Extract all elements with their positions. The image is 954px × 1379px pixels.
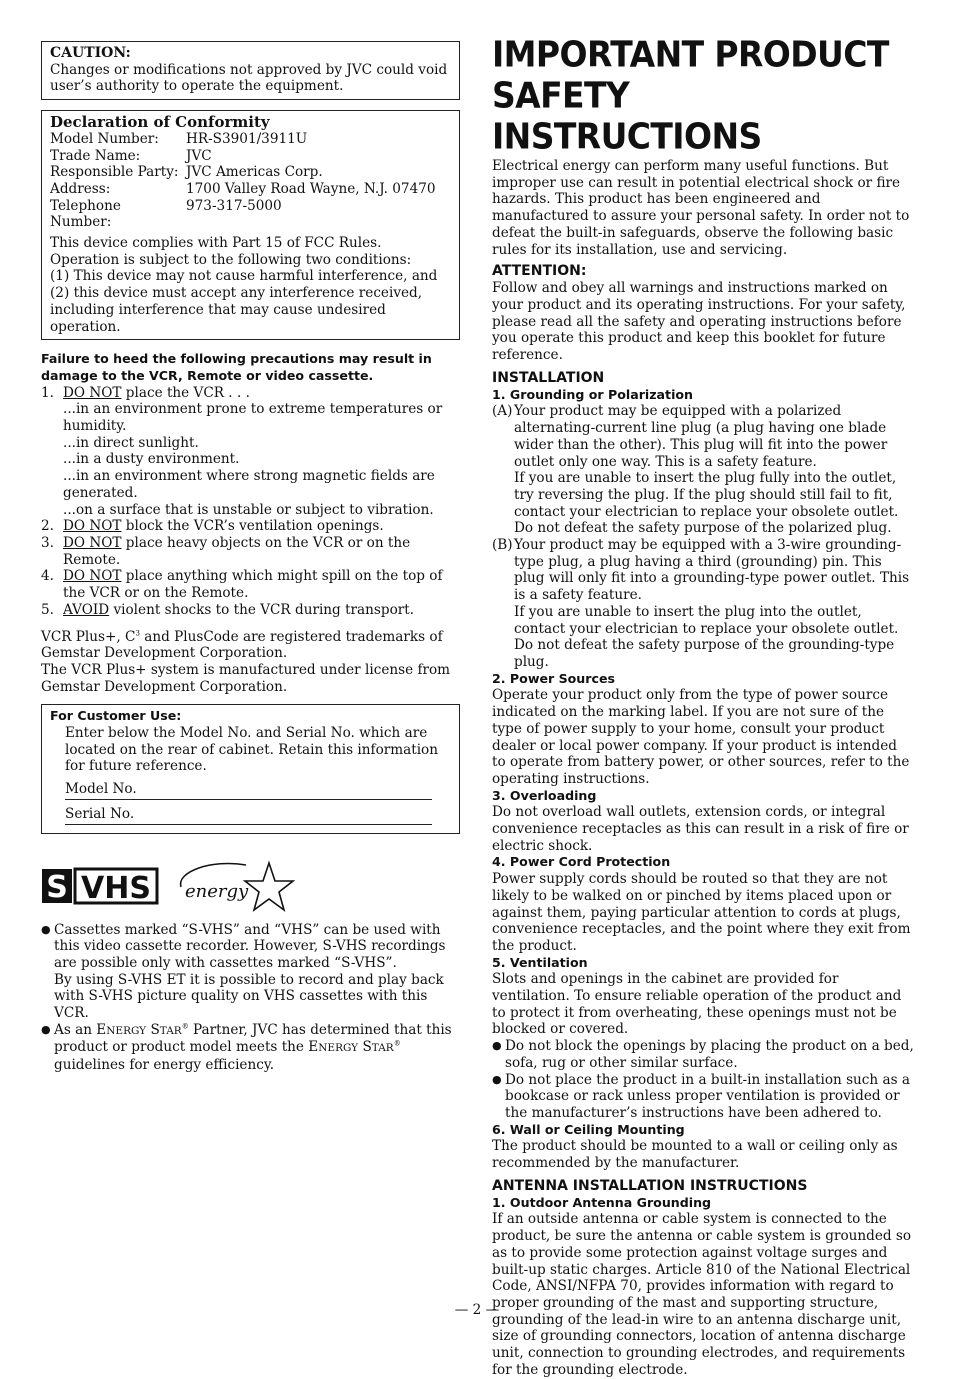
registered-mark: ® bbox=[181, 1022, 189, 1031]
item-emphasis: AVOID bbox=[63, 601, 110, 618]
item-rest: place anything which might spill on the top of the VCR or on the Remote. bbox=[63, 568, 443, 602]
item-body bbox=[514, 537, 914, 671]
trademark-line-2: The VCR Plus+ system is manufactured under license from Gemstar Development Corporation. bbox=[41, 661, 451, 695]
item-number: 3. bbox=[41, 534, 54, 551]
page-number: — 2 — bbox=[454, 1302, 500, 1318]
precaution-sub: ...in direct sunlight. bbox=[63, 434, 199, 451]
overloading-heading: 3. Overloading bbox=[492, 787, 597, 803]
model-no-field[interactable]: Model No. bbox=[65, 781, 432, 800]
note-text: Cassettes marked “S-VHS” and “VHS” can be used with this video cassette recorder. However, S-VHS recordings are possible only with cassettes marked “S-VHS”. bbox=[54, 921, 446, 971]
conformity-row bbox=[50, 164, 436, 181]
note-item bbox=[41, 922, 460, 1022]
conformity-value: HR-S3901/3911U bbox=[186, 130, 308, 147]
logo-row bbox=[41, 856, 460, 916]
caution-text: Changes or modifications not approved by JVC could void user’s authority to operate the equipment. bbox=[50, 61, 448, 95]
mounting-text: The product should be mounted to a wall or ceiling only as recommended by the manufacturer. bbox=[492, 1138, 898, 1172]
conformity-value: JVC bbox=[186, 147, 212, 164]
overloading-text: Do not overload wall outlets, extension cords, or integral convenience receptacles as this can result in a risk of fire or electric shock. bbox=[492, 804, 909, 854]
note-segment: As an E bbox=[54, 1021, 107, 1038]
grounding-item-a bbox=[492, 403, 914, 537]
conformity-label: Responsible Party: bbox=[50, 164, 179, 181]
svhs-s-letter: S bbox=[46, 869, 68, 905]
precaution-item bbox=[41, 518, 460, 535]
power-cord-text: Power supply cords should be routed so that they are not likely to be walked on or pinched by items placed upon or against them, paying particular attention to cords at plugs, convenience receptacles, and the point where they exit from the product. bbox=[492, 871, 911, 954]
item-emphasis: DO NOT bbox=[63, 384, 122, 401]
item-emphasis: DO NOT bbox=[63, 534, 122, 551]
item-rest: violent shocks to the VCR during transport. bbox=[109, 601, 415, 618]
item-text: Your product may be equipped with a 3-wire grounding-type plug, a plug having a third (grounding) pin. This plug will only fit into a grounding-type power outlet. This is a safety feature. bbox=[514, 537, 910, 604]
precaution-sub: ...in an environment where strong magnetic fields are generated. bbox=[63, 468, 435, 501]
outdoor-antenna-text: If an outside antenna or cable system is connected to the product, be sure the antenna or cable system is grounded so as to provide some protection against voltage surges and built-up static charges. Article 810 of the National Electrical Code, ANSI/NFPA 70, provides information with regard to proper grounding of the mast and supporting structure, grounding of the lead-in wire to an antenna discharge unit, size of grounding connectors, location of antenna discharge unit, connection to grounding electrodes, and requirements for the grounding electrode. bbox=[492, 1211, 912, 1378]
note-body bbox=[54, 922, 460, 1022]
conformity-row bbox=[50, 131, 436, 148]
mounting-heading: 6. Wall or Ceiling Mounting bbox=[492, 1121, 685, 1137]
bullet-text: Do not block the openings by placing the product on a bed, sofa, rug or other similar surface. bbox=[505, 1038, 914, 1071]
precaution-sub: ...in a dusty environment. bbox=[63, 451, 240, 468]
conformity-row bbox=[50, 148, 436, 165]
item-text bbox=[63, 535, 460, 568]
ventilation-bullet bbox=[492, 1072, 914, 1122]
trademark-text: and PlusCode are registered trademarks of Gemstar Development Corporation. bbox=[41, 628, 443, 662]
note-smallcaps: NERGY bbox=[106, 1024, 147, 1037]
registered-mark: ® bbox=[393, 1039, 401, 1048]
item-number: 1. bbox=[41, 384, 54, 401]
right-column bbox=[492, 34, 914, 1379]
conformity-label: Trade Name: bbox=[50, 147, 141, 164]
conformity-label: Telephone Number: bbox=[50, 197, 121, 231]
item-text bbox=[63, 602, 414, 619]
energy-wordmark: energy bbox=[185, 880, 249, 902]
svhs-logo bbox=[41, 866, 159, 906]
item-emphasis: DO NOT bbox=[63, 518, 122, 535]
note-segment: S bbox=[146, 1021, 160, 1038]
trademark-line-1 bbox=[41, 629, 460, 662]
title-line-1: IMPORTANT PRODUCT SAFETY bbox=[492, 32, 889, 117]
page-title bbox=[492, 34, 914, 157]
precaution-item bbox=[41, 535, 460, 568]
precaution-sub: ...on a surface that is unstable or subject to vibration. bbox=[63, 501, 434, 518]
left-column bbox=[41, 41, 460, 1074]
item-number: 4. bbox=[41, 568, 54, 585]
conformity-label: Model Number: bbox=[50, 130, 159, 147]
grounding-item-b bbox=[492, 537, 914, 671]
note-smallcaps: NERGY bbox=[318, 1042, 359, 1055]
conformity-value: 973-317-5000 bbox=[186, 197, 282, 214]
serial-no-field[interactable]: Serial No. bbox=[65, 806, 432, 825]
precaution-item bbox=[41, 602, 460, 619]
item-rest: place the VCR . . . bbox=[121, 384, 250, 401]
attention-paragraph: Follow and obey all warnings and instructions marked on your product and its operating instructions. For your safety, please read all the safety and operating instructions before you operate this product and keep this booklet for future reference. bbox=[492, 280, 906, 364]
power-cord-heading: 4. Power Cord Protection bbox=[492, 854, 671, 870]
fcc-line-2: Operation is subject to the following two conditions: bbox=[50, 251, 412, 268]
note-smallcaps: TAR bbox=[371, 1042, 394, 1055]
note-smallcaps: TAR bbox=[159, 1024, 182, 1037]
bullet-icon: ● bbox=[492, 1072, 502, 1086]
antenna-heading: ANTENNA INSTALLATION INSTRUCTIONS bbox=[492, 1177, 808, 1194]
star-icon bbox=[245, 863, 293, 910]
precaution-sub: ...in an environment prone to extreme temperatures or humidity. bbox=[63, 401, 443, 435]
note-item bbox=[41, 1022, 460, 1074]
item-rest: place heavy objects on the VCR or on the Remote. bbox=[63, 534, 411, 568]
note-text: By using S-VHS ET it is possible to record and play back with S-VHS picture quality on VHS cassettes with this VCR. bbox=[54, 971, 444, 1022]
caution-box bbox=[41, 41, 460, 100]
installation-heading: INSTALLATION bbox=[492, 369, 605, 386]
bullet-icon: ● bbox=[41, 1022, 51, 1036]
precaution-item bbox=[41, 568, 460, 601]
fcc-line-3: (1) This device may not cause harmful interference, and (2) this device must accept any interference received, including interference that may cause undesired operation. bbox=[50, 268, 438, 335]
item-body bbox=[514, 403, 914, 537]
customer-use-text: Enter below the Model No. and Serial No. which are located on the rear of cabinet. Retain this information for future reference. bbox=[65, 725, 438, 775]
bullet-text: Do not place the product in a built-in installation such as a bookcase or rack unless proper ventilation is provided or the manufacturer’s instructions have been adhered to. bbox=[505, 1071, 911, 1121]
note-segment: S bbox=[358, 1039, 372, 1056]
svhs-vhs-letters: VHS bbox=[81, 870, 151, 906]
note-segment: Partner, JVC has determined that this product or product model meets the E bbox=[54, 1021, 452, 1056]
precautions-heading: Failure to heed the following precautions may result in damage to the VCR, Remote or video cassette. bbox=[41, 351, 432, 383]
trademark-text: VCR Plus+, C bbox=[41, 628, 136, 645]
conformity-label: Address: bbox=[50, 180, 111, 197]
item-text bbox=[63, 568, 460, 601]
item-number: 2. bbox=[41, 518, 54, 535]
note-text bbox=[54, 1022, 460, 1074]
item-text: Your product may be equipped with a polarized alternating-current line plug (a plug having one blade wider than the other). This plug will fit into the power outlet only one way. This is a safety feature. bbox=[514, 403, 888, 470]
conformity-row bbox=[50, 198, 436, 231]
trademark-superscript: 3 bbox=[135, 628, 140, 637]
item-text: If you are unable to insert the plug fully into the outlet, try reversing the plug. If the plug should still fail to fit, contact your electrician to replace your obsolete outlet. Do not defeat the safety purpose of the polarized plug. bbox=[514, 470, 899, 537]
power-sources-text: Operate your product only from the type of power source indicated on the marking label. If you are not sure of the type of power supply to your home, consult your product dealer or local power company. If your product is intended to operate from battery power, or other sources, refer to the operating instructions. bbox=[492, 687, 910, 787]
conformity-value: 1700 Valley Road Wayne, N.J. 07470 bbox=[186, 180, 436, 197]
note-segment: guidelines for energy efficiency. bbox=[54, 1057, 275, 1074]
energy-star-logo bbox=[171, 857, 295, 915]
item-text: If you are unable to insert the plug into the outlet, contact your electrician to replace your obsolete outlet. Do not defeat the safety purpose of the grounding-type plug. bbox=[514, 603, 899, 670]
outdoor-antenna-heading: 1. Outdoor Antenna Grounding bbox=[492, 1194, 712, 1210]
conformity-title: Declaration of Conformity bbox=[50, 113, 270, 132]
bullet-icon: ● bbox=[41, 922, 51, 936]
ventilation-text: Slots and openings in the cabinet are provided for ventilation. To ensure reliable operation of the product and to protect it from overheating, these openings must not be blocked or covered. bbox=[492, 971, 902, 1038]
item-label: (A) bbox=[492, 403, 513, 420]
title-line-2: INSTRUCTIONS bbox=[492, 115, 762, 158]
caution-title: CAUTION: bbox=[50, 45, 131, 61]
customer-use-box bbox=[41, 704, 460, 833]
item-emphasis: DO NOT bbox=[63, 568, 122, 585]
power-sources-heading: 2. Power Sources bbox=[492, 670, 615, 686]
item-number: 5. bbox=[41, 601, 54, 618]
ventilation-heading: 5. Ventilation bbox=[492, 954, 588, 970]
fcc-line-1: This device complies with Part 15 of FCC Rules. bbox=[50, 235, 382, 252]
item-rest: block the VCR’s ventilation openings. bbox=[121, 518, 384, 535]
conformity-row bbox=[50, 181, 436, 198]
attention-heading: ATTENTION: bbox=[492, 263, 587, 280]
customer-use-title: For Customer Use: bbox=[50, 708, 182, 724]
item-text bbox=[63, 518, 384, 535]
conformity-box bbox=[41, 110, 460, 340]
grounding-heading: 1. Grounding or Polarization bbox=[492, 386, 694, 402]
intro-paragraph: Electrical energy can perform many useful functions. But improper use can result in potential electrical shock or fire hazards. This product has been engineered and manufactured to assure your personal safety. In order not to defeat the built-in safeguards, observe the following basic rules for its installation, use and servicing. bbox=[492, 158, 910, 258]
precaution-item bbox=[41, 385, 460, 402]
conformity-table bbox=[50, 131, 436, 231]
item-text bbox=[63, 385, 250, 402]
bullet-icon: ● bbox=[492, 1039, 502, 1053]
item-label: (B) bbox=[492, 537, 513, 554]
ventilation-bullet bbox=[492, 1038, 914, 1071]
conformity-value: JVC Americas Corp. bbox=[186, 164, 323, 181]
